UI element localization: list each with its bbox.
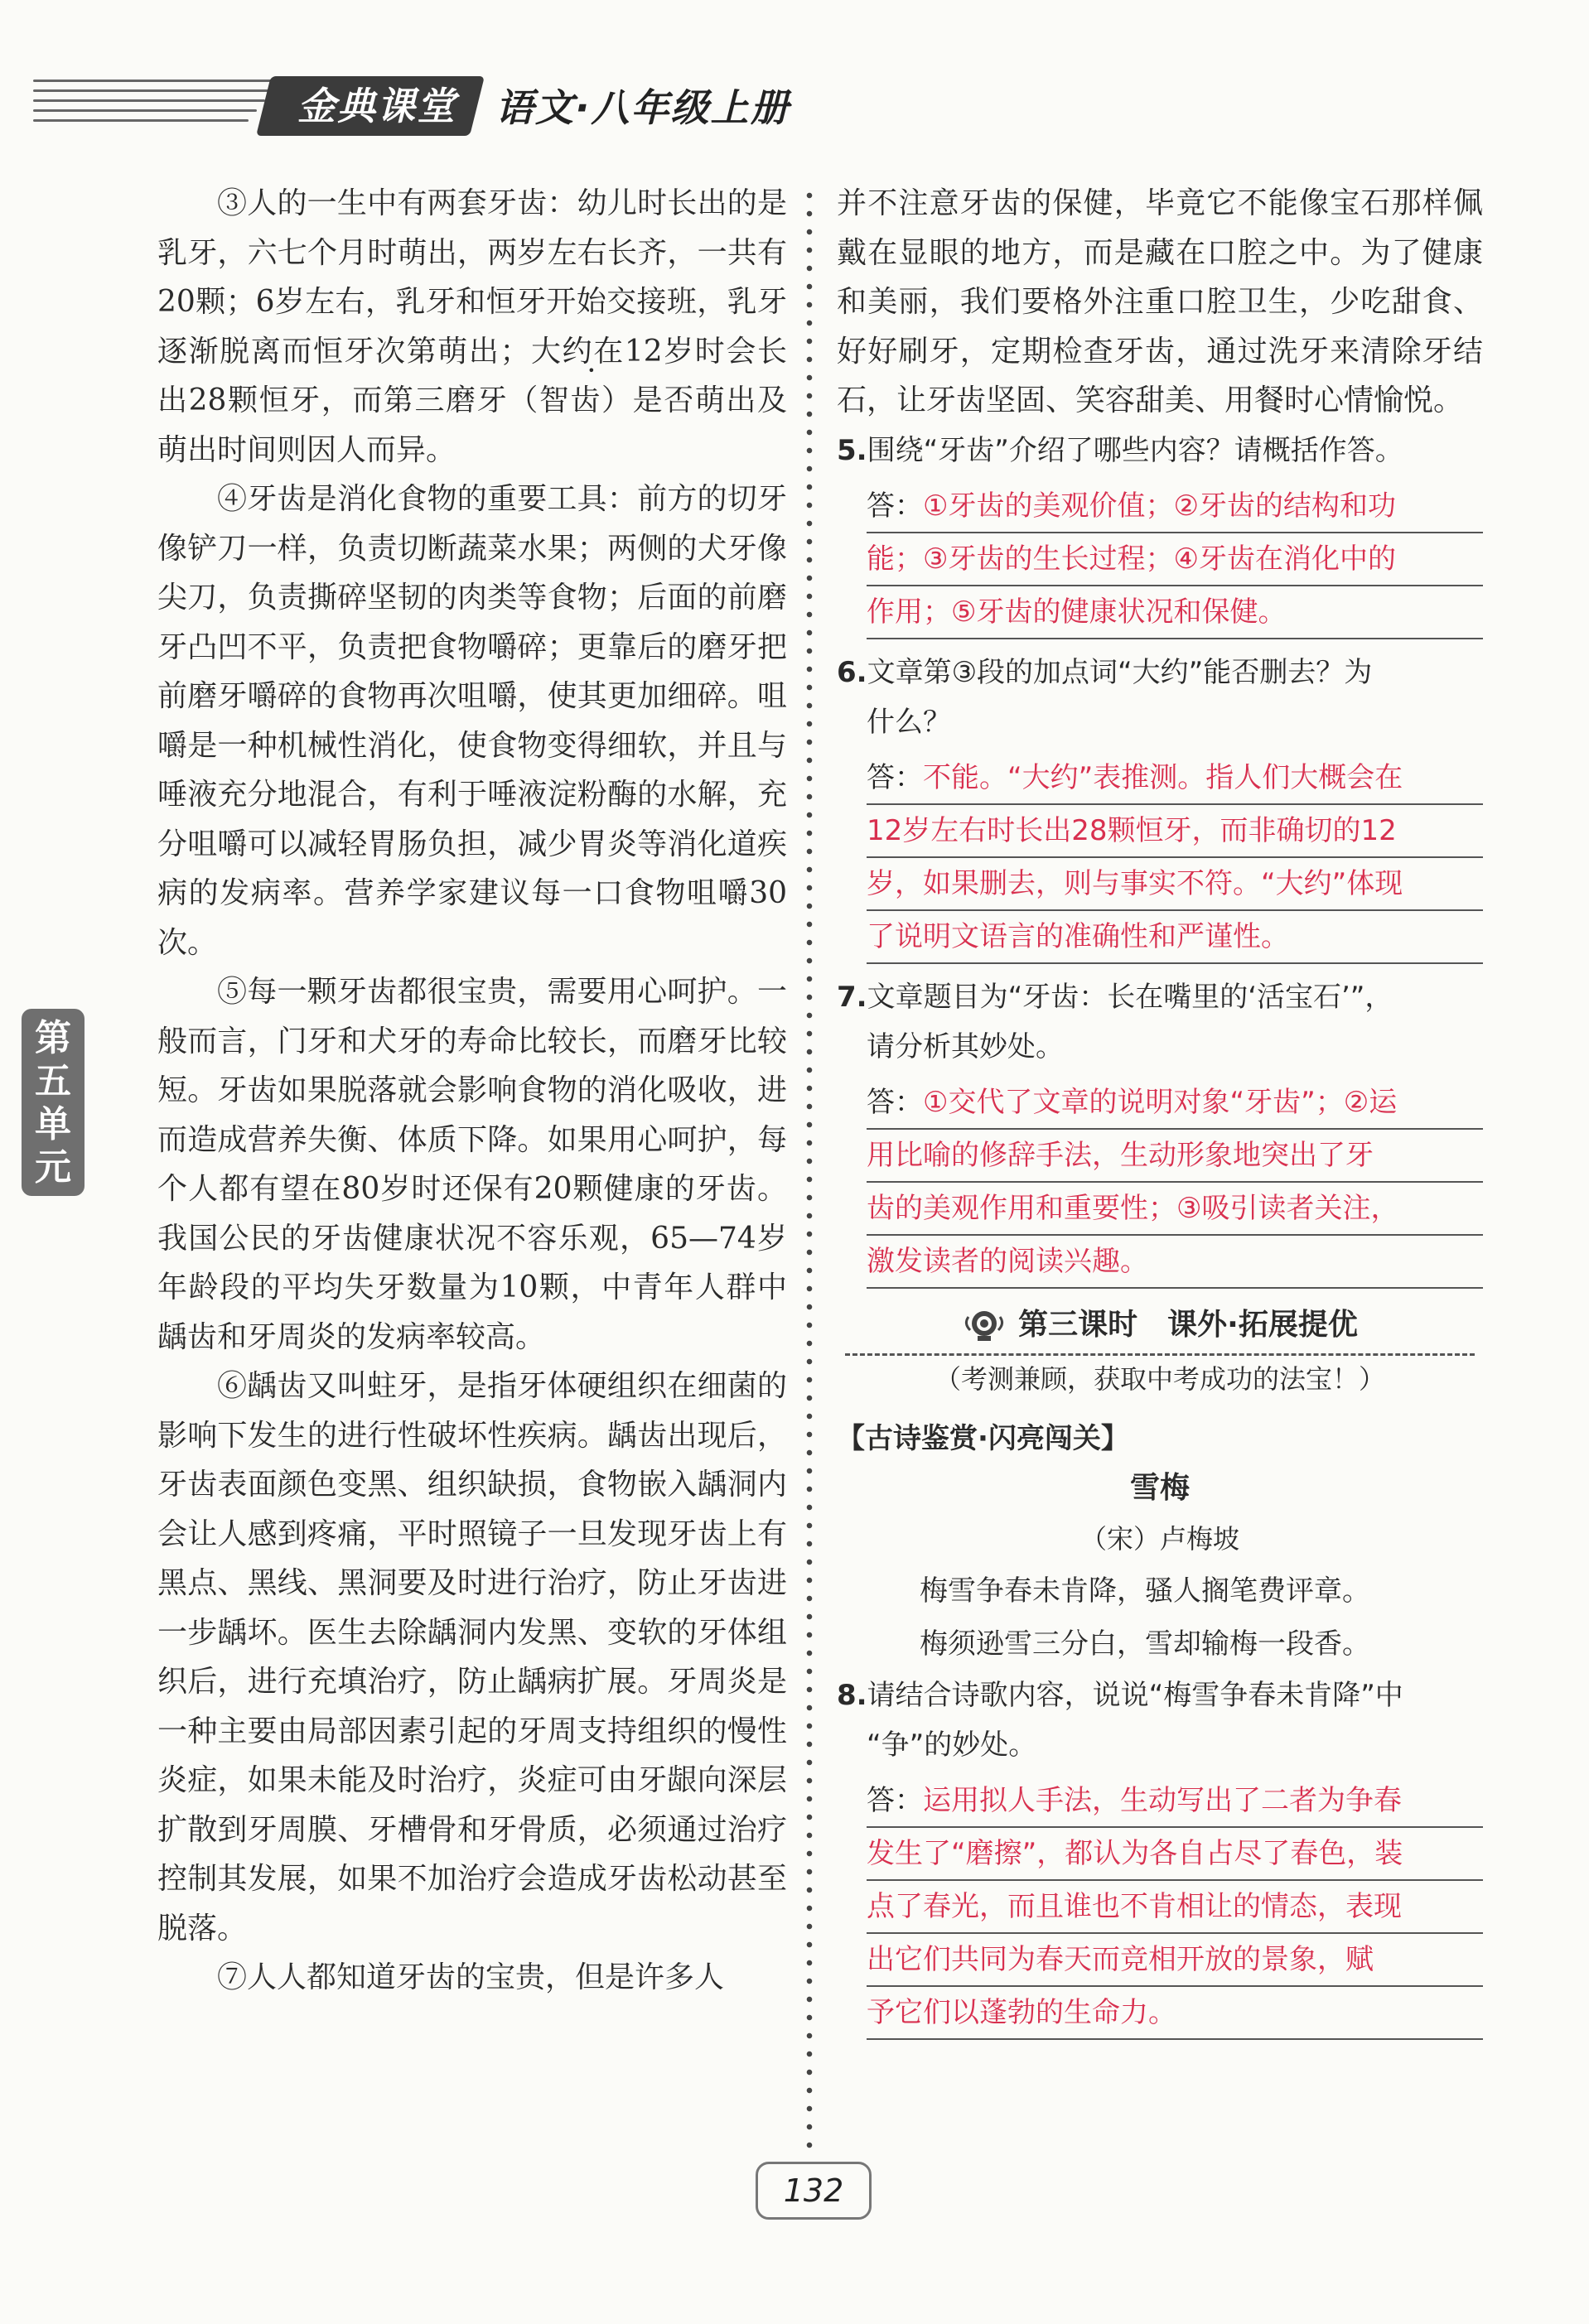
paragraph-7-continued: 并不注意牙齿的保健，毕竟它不能像宝石那样佩戴在显眼的地方，而是藏在口腔之中。为了健康和美丽，我们要格外注重口腔卫生，少吃甜食、好好刷牙，定期检查牙齿，通过洗牙来清除牙结石，让牙齿坚固、笑容甜美、用餐时心情愉悦。 xyxy=(837,186,1483,417)
poem-author: （宋）卢梅坡 xyxy=(1079,1522,1239,1555)
poem-line: 梅须逊雪三分白，雪却输梅一段香。 xyxy=(920,1627,1370,1661)
section-heading: 第三课时 课外·拓展提优 xyxy=(837,1300,1483,1350)
answer-7: 答：①交代了文章的说明对象“牙齿”；②运 用比喻的修辞手法，生动形象地突出了牙 齿的美观作用和重要性；③吸引读者关注， 激发读者的阅读兴趣。 xyxy=(867,1077,1483,1289)
column-divider xyxy=(804,186,815,2149)
header-subject: 语文·八年级上册 xyxy=(495,85,790,130)
question-6: 6.文章第③段的加点词“大约”能否删去？为 什么？ xyxy=(837,655,1373,739)
question-7: 7.文章题目为“牙齿：长在嘴里的‘活宝石’”， 请分析其妙处。 xyxy=(837,980,1393,1063)
answer-6: 答：不能。“大约”表推测。指人们大概会在 12岁左右时长出28颗恒牙，而非确切的12 岁，如果删去，则与事实不符。“大约”体现 了说明文语言的准确性和严谨性。 xyxy=(867,752,1483,964)
answer-8: 答：运用拟人手法，生动写出了二者为争春 发生了“磨擦”，都认为各自占尽了春色，装 点了春光，而且谁也不肯相让的情态，表现 出它们共同为春天而竞相开放的景象，赋 予它们以蓬勃的生命力。 xyxy=(867,1775,1483,2040)
header-brand: 金典课堂 xyxy=(297,84,456,128)
right-column xyxy=(837,179,1483,2048)
left-column xyxy=(157,179,787,2003)
poem-title: 雪梅 xyxy=(1129,1470,1190,1505)
paragraph-5: ⑤每一颗牙齿都很宝贵，需要用心呵护。一般而言，门牙和犬牙的寿命比较长，而磨牙比较短。牙齿如果脱落就会影响食物的消化吸收，进而造成营养失衡、体质下降。如果用心呵护，每个人都有望在80岁时还保有20颗健康的牙齿。我国公民的牙齿健康状况不容乐观，65—74岁年龄段的平均失牙数量为10颗，中青年人群中龋齿和牙周炎的发病率较高。 xyxy=(157,975,787,1354)
subsection-title: 【古诗鉴赏·闪亮闯关】 xyxy=(837,1421,1129,1455)
paragraph-3: ③人的一生中有两套牙齿：幼儿时长出的是乳牙，六七个月时萌出，两岁左右长齐，一共有20颗；6岁左右，乳牙和恒牙开始交接班，乳牙逐渐脱离而恒牙次第萌出；大约在12岁时会长出28颗恒牙，而第三磨牙（智齿）是否萌出及萌出时间则因人而异。 xyxy=(157,186,787,467)
unit-side-tab: 第五单元 xyxy=(22,1009,85,1196)
question-5: 5.围绕“牙齿”介绍了哪些内容？请概括作答。 xyxy=(837,433,1403,467)
answer-5: 答：①牙齿的美观价值；②牙齿的结构和功 能；③牙齿的生长过程；④牙齿在消化中的 作用；⑤牙齿的健康状况和保健。 xyxy=(867,480,1483,639)
trophy-icon xyxy=(962,1309,1007,1343)
emphasis-word: 大约 xyxy=(529,334,594,369)
paragraph-6: ⑥龋齿又叫蛀牙，是指牙体硬组织在细菌的影响下发生的进行性破坏性疾病。龋齿出现后，牙齿表面颜色变黑、组织缺损，食物嵌入龋洞内会让人感到疼痛，平时照镜子一旦发现牙齿上有黑点、黑线、黑洞要及时进行治疗，防止牙齿进一步龋坏。医生去除龋洞内发黑、变软的牙体组织后，进行充填治疗，防止龋病扩展。牙周炎是一种主要由局部因素引起的牙周支持组织的慢性炎症，如果未能及时治疗，炎症可由牙龈向深层扩散到牙周膜、牙槽骨和牙骨质，必须通过治疗控制其发展，如果不加治疗会造成牙齿松动甚至脱落。 xyxy=(157,1369,787,1946)
paragraph-4: ④牙齿是消化食物的重要工具：前方的切牙像铲刀一样，负责切断蔬菜水果；两侧的犬牙像尖刀，负责撕碎坚韧的肉类等食物；后面的前磨牙凸凹不平，负责把食物嚼碎；更靠后的磨牙把前磨牙嚼碎的食物再次咀嚼，使其更加细碎。咀嚼是一种机械性消化，使食物变得细软，并且与唾液充分地混合，有利于唾液淀粉酶的水解，充分咀嚼可以减轻胃肠负担，减少胃炎等消化道疾病的发病率。营养学家建议每一口食物咀嚼30次。 xyxy=(157,482,787,960)
section-subtitle: （考测兼顾，获取中考成功的法宝！） xyxy=(934,1362,1385,1395)
question-8: 8.请结合诗歌内容，说说“梅雪争春未肯降”中 “争”的妙处。 xyxy=(837,1678,1403,1762)
paragraph-7: ⑦人人都知道牙齿的宝贵，但是许多人 xyxy=(217,1960,725,1994)
poem-line: 梅雪争春未肯降，骚人搁笔费评章。 xyxy=(920,1574,1370,1608)
page-number: 132 xyxy=(756,2162,872,2220)
